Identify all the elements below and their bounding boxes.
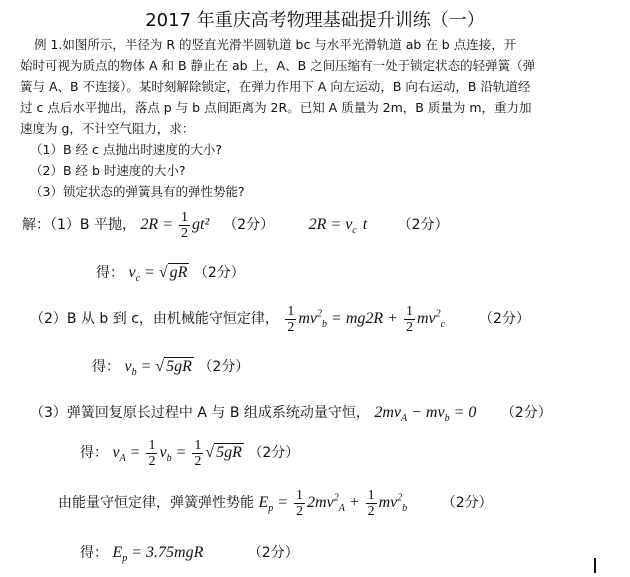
equation-energy-conservation: $\frac{1}{2}$ $mv^2_b = mg2R$ + $\frac{1}{2}$ $mv^2_c$ [287, 304, 446, 335]
solution-label-3: （3）弹簧回复原长过程中 A 与 B 组成系统动量守恒， [30, 405, 370, 421]
result-vc: 得： $v_c$ = √ gR （2分） [96, 264, 245, 285]
score-mark: （2分） [397, 217, 449, 234]
score-mark: （2分） [247, 545, 299, 561]
problem-line-4: 过 c 点后水平抛出，落点 p 与 b 点间距离为 2R。已知 A 质量为 2m，B 质量为 m，重力加 [20, 100, 532, 115]
result-vb: 得： $v_b$ = √ 5gR （2分） [92, 358, 250, 379]
question-3: （3）锁定状态的弹簧具有的弹性势能? [30, 184, 245, 199]
solution-step-2 [30, 304, 530, 335]
text-cursor [594, 558, 596, 573]
solution-step-4 [58, 488, 493, 519]
solution-label-1: 解：（1）B 平抛， [22, 217, 136, 234]
result-va: 得： $v_A$ = $\frac{1}{2}$ $v_b$ = $\frac{1}{2}$ √ 5gR （2分） [80, 438, 300, 469]
solution-label-2: （2）B 从 b 到 c，由机械能守恒定律， [30, 311, 279, 328]
score-mark: （2分） [248, 445, 300, 462]
problem-line-1: 例 1.如图所示，半径为 R 的竖直光滑半圆轨道 bc 与水平光滑轨道 ab 在 b 点连接，开 [34, 37, 517, 52]
equation-projectile-distance: $2R = v_c$ t [308, 216, 368, 237]
problem-line-3: 簧与 A、B 不连接）。某时刻解除锁定，在弹力作用下 A 向左运动，B 向右运动，B 沿轨道经 [20, 79, 531, 94]
question-1: （1）B 经 c 点抛出时速度的大小? [30, 142, 222, 157]
solution-step-1 [22, 210, 449, 241]
score-mark: （2分） [500, 405, 552, 421]
equation-momentum: $2mv_A - mv_b = 0$ [374, 404, 477, 425]
solution-step-3 [30, 402, 552, 424]
equation-spring-energy: $E_p$ = $\frac{1}{2}$ $2mv^2_A$ + $\frac{1}{2}$ $mv^2_b$ [258, 488, 408, 519]
question-2: （2）B 经 b 时速度的大小? [30, 163, 186, 178]
solution-label-4: 由能量守恒定律，弹簧弹性势能 [58, 495, 254, 512]
problem-line-2: 始时可视为质点的物体 A 和 B 静止在 ab 上，A、B 之间压缩有一处于锁定状态的轻弹簧（弹 [20, 58, 536, 73]
score-mark: （2分） [441, 495, 493, 512]
score-mark: （2分） [223, 217, 275, 234]
result-ep: 得： $E_p = 3.75mgR$ （2分） [80, 544, 299, 565]
problem-line-5: 速度为 g，不计空气阻力，求： [20, 121, 195, 136]
score-mark: （2分） [198, 359, 250, 375]
page-title: 2017 年重庆高考物理基础提升训练（一） [145, 10, 485, 31]
score-mark: （2分） [479, 311, 530, 328]
equation-projectile-height: 2R = $\frac{1}{2}$ gt² [140, 210, 210, 241]
score-mark: （2分） [193, 265, 245, 281]
